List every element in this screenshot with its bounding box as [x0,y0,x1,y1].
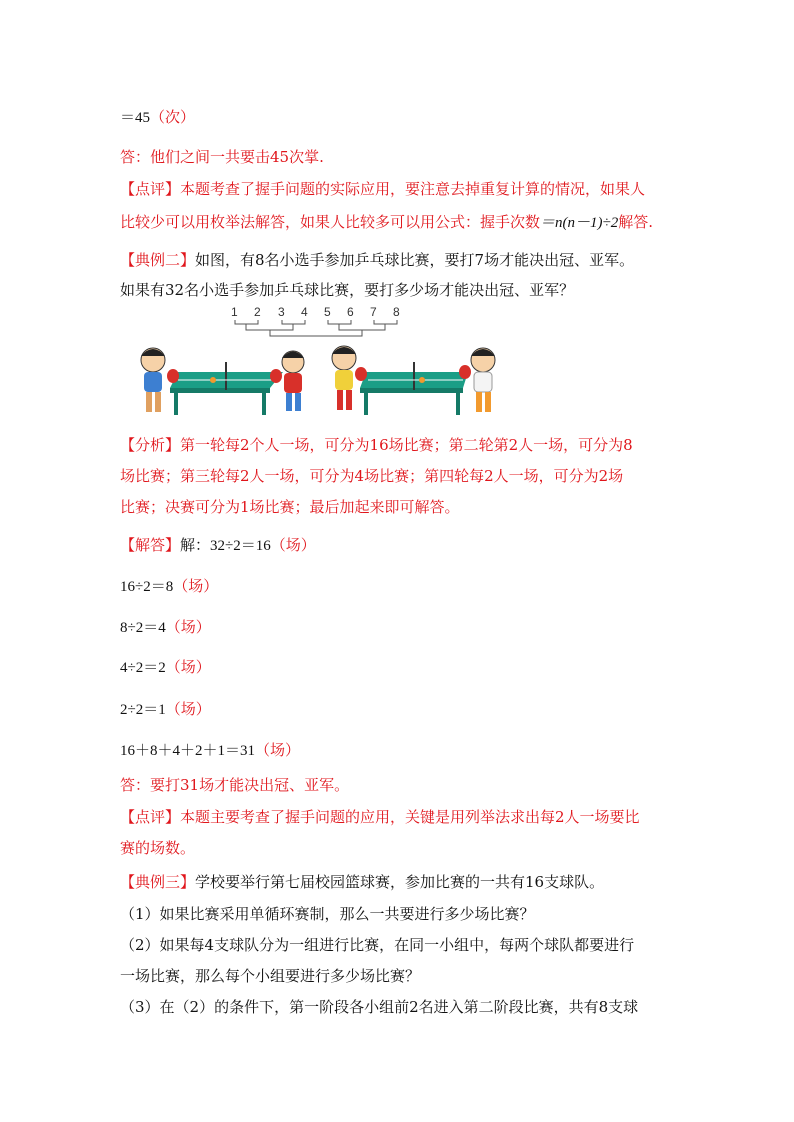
answer-line-2: 答：要打31场才能决出冠、亚军。 [120,776,350,794]
unit-label: （场） [173,577,219,595]
comment-line-1: 【点评】本题考查了握手问题的实际应用，要注意去掉重复计算的情况，如果人 [120,180,646,198]
player-2 [270,351,304,411]
unit-label: （场） [255,741,301,759]
solution-line-4 [120,657,211,678]
comment-line-2 [120,212,653,233]
bracket-number: 5 [324,305,331,319]
example-2-question: 如果有32名小选手参加乒乓球比赛，要打多少场才能决出冠、亚军？ [120,281,575,299]
bracket-number: 6 [347,305,354,319]
player-3 [332,346,367,410]
question-1: （1）如果比赛采用单循环赛制，那么一共要进行多少场比赛？ [120,905,535,923]
example-text: 学校要举行第七届校园篮球赛，参加比赛的一共有16支球队。 [195,873,605,891]
left-table [170,362,283,415]
bracket-number: 1 [231,305,238,319]
question-3-line-1: （3）在（2）的条件下，第一阶段各小组前2名进入第二阶段比赛，共有8支球 [120,998,639,1016]
solution-line-2 [120,576,218,597]
comment-end: 解答. [618,213,654,231]
analysis-line-1: 【分析】第一轮每2个人一场，可分为16场比赛；第二轮第2人一场，可分为8 [120,436,633,454]
bracket-number: 8 [393,305,400,319]
equation-result: ＝45 [120,110,151,126]
unit-label: （场） [165,618,211,636]
equation: 4÷2＝2 [120,660,166,676]
analysis-line-3: 比赛；决赛可分为1场比赛；最后加起来即可解答。 [120,498,460,516]
equation: 16÷2＝8 [120,579,174,595]
example-2-heading [120,250,634,270]
bracket-number: 4 [301,305,308,319]
equation: 32÷2＝16 [210,538,271,554]
question-2-line-1: （2）如果每4支球队分为一组进行比赛，在同一小组中，每两个球队都要进行 [120,936,635,954]
comment-text: 比较少可以用枚举法解答，如果人比较多可以用公式：握手次数 [120,213,541,231]
question-2-line-2: 一场比赛，那么每个小组要进行多少场比赛？ [120,967,421,985]
bracket-number: 2 [254,305,261,319]
unit-label: （次） [150,108,196,126]
ping-pong-illustration [118,300,678,420]
example-3-heading [120,872,604,892]
equation: 16＋8＋4＋2＋1＝31 [120,743,256,759]
unit-label: （场） [165,658,211,676]
tournament-bracket [235,320,397,336]
answer-line: 答：他们之间一共要击45次掌. [120,148,324,166]
example-text: 如图，有8名小选手参加乒乓球比赛，要打7场才能决出冠、亚军。 [195,251,635,269]
equation: 2÷2＝1 [120,702,166,718]
unit-label: （场） [270,536,316,554]
formula: ＝n(n－1)÷2 [540,215,619,231]
unit-label: （场） [165,700,211,718]
player-1 [141,348,179,412]
example-tag: 【典例三】 [120,873,196,891]
solution-label: 解： [180,536,211,554]
analysis-line-2: 场比赛；第三轮每2人一场，可分为4场比赛；第四轮每2人一场，可分为2场 [120,467,624,485]
line-1 [120,107,195,128]
bracket-number: 3 [278,305,285,319]
equation: 8÷2＝4 [120,620,166,636]
solution-line-6 [120,740,300,761]
solution-line-1 [120,535,316,556]
comment-2-line-2: 赛的场数。 [120,839,196,857]
right-table [360,362,468,415]
solution-tag: 【解答】 [120,536,181,554]
solution-line-3 [120,617,211,638]
bracket-number: 7 [370,305,377,319]
example-tag: 【典例二】 [120,251,196,269]
solution-line-5 [120,699,211,720]
comment-2-line-1: 【点评】本题主要考查了握手问题的应用，关键是用列举法求出每2人一场要比 [120,808,640,826]
